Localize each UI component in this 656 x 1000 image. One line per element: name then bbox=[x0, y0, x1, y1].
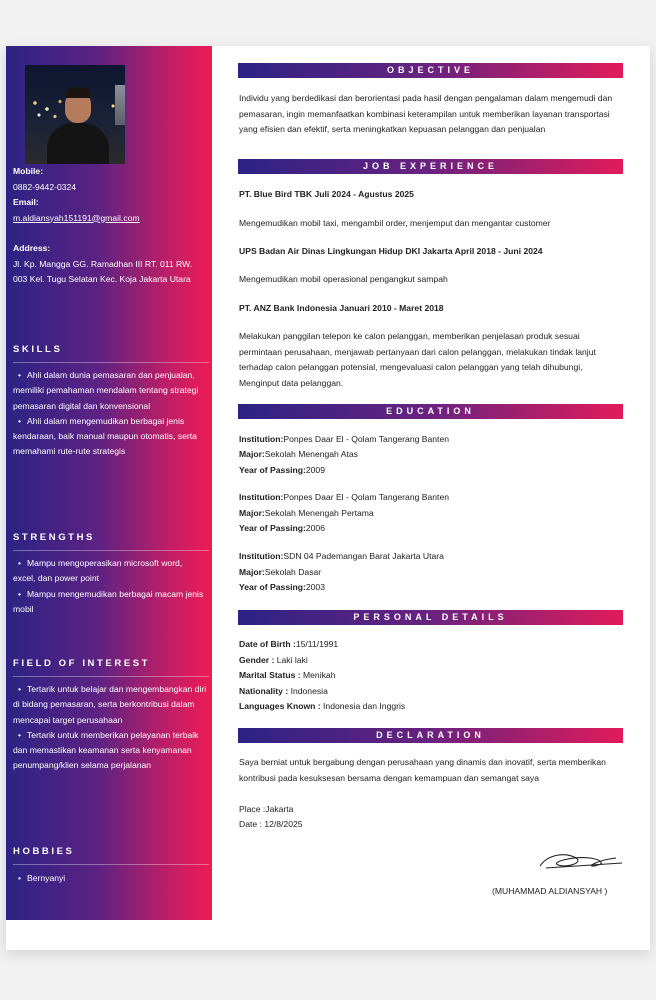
skills-list bbox=[13, 368, 207, 460]
personal-banner: PERSONAL DETAILS bbox=[238, 610, 623, 625]
strength-item: • Mampu mengoperasikan microsoft word, excel, dan power point bbox=[13, 556, 207, 587]
email-label: Email: bbox=[13, 197, 39, 207]
edu-year: Year of Passing:2006 bbox=[239, 523, 325, 533]
edu-institution: Institution:Ponpes Daar El - Qolam Tangerang Banten bbox=[239, 492, 449, 502]
nationality-row: Nationality : Indonesia bbox=[239, 686, 328, 696]
sidebar bbox=[6, 46, 212, 920]
edu-major: Major:Sekolah Menengah Pertama bbox=[239, 508, 374, 518]
strengths-list bbox=[13, 556, 207, 617]
hobby-item: • Bernyanyi bbox=[13, 871, 207, 886]
strengths-heading: STRENGTHS bbox=[13, 532, 95, 543]
gender-row: Gender : Laki laki bbox=[239, 655, 308, 665]
mobile-value: 0882-9442-0324 bbox=[13, 181, 77, 192]
job-description: Melakukan panggilan telepon ke calon pelanggan, memberikan penjelasan produk sesuai permintaan perusahaan, menjawab pertanyaan dari calon pelanggan, melakukan tindak lanjut terhadap calon pelanggan potensial, mengevaluasi calon pelanggan yang telah dihubungi, Menginput data pelanggan. bbox=[239, 331, 596, 388]
hobbies-heading: HOBBIES bbox=[13, 846, 75, 857]
experience-banner: JOB EXPERIENCE bbox=[238, 159, 623, 174]
skills-heading: SKILLS bbox=[13, 344, 63, 355]
skill-item: • Ahli dalam dunia pemasaran dan penjualan, memiliki pemahaman mendalam tentang strategi pemasaran digital dan konvensional bbox=[13, 368, 207, 414]
address-value: Jl. Kp. Mangga GG. Ramadhan III RT. 011 RW. 003 Kel. Tugu Selatan Kec. Koja Jakarta Utara bbox=[13, 258, 193, 284]
education-banner: EDUCATION bbox=[238, 404, 623, 419]
profile-photo bbox=[25, 65, 125, 164]
job-title: UPS Badan Air Dinas Lingkungan Hidup DKI Jakarta April 2018 - Juni 2024 bbox=[239, 246, 543, 256]
job-title: PT. Blue Bird TBK Juli 2024 - Agustus 2025 bbox=[239, 189, 414, 199]
job-title: PT. ANZ Bank Indonesia Januari 2010 - Maret 2018 bbox=[239, 303, 444, 313]
strength-item: • Mampu mengemudikan berbagai macam jenis mobil bbox=[13, 587, 207, 618]
declaration-date: Date : 12/8/2025 bbox=[239, 819, 303, 829]
interest-item: • Tertarik untuk belajar dan mengembangkan diri di bidang pemasaran, serta berkontribusi dalam mencapai target perusahaan bbox=[13, 682, 207, 728]
languages-row: Languages Known : Indonesia dan Inggris bbox=[239, 701, 406, 711]
interest-heading: FIELD OF INTEREST bbox=[13, 658, 151, 669]
email-link[interactable]: m.aldiansyah151191@gmail.com bbox=[13, 212, 140, 223]
address-label: Address: bbox=[13, 243, 51, 253]
contact-block bbox=[13, 164, 208, 226]
job-description: Mengemudikan mobil operasional pengangkut sampah bbox=[239, 274, 448, 284]
skill-item: • Ahli dalam mengemudikan berbagai jenis kendaraan, baik manual maupun otomatis, serta memahami rute-rute strategis bbox=[13, 414, 207, 460]
interest-item: • Tertarik untuk memberikan pelayanan terbaik dan memastikan keamanan serta kenyamanan penumpang/klien selama perjalanan bbox=[13, 728, 207, 774]
edu-year: Year of Passing:2003 bbox=[239, 582, 325, 592]
objective-banner: OBJECTIVE bbox=[238, 63, 623, 78]
skills-divider bbox=[13, 362, 209, 363]
declaration-place: Place :Jakarta bbox=[239, 804, 294, 814]
resume-page bbox=[6, 46, 650, 950]
edu-institution: Institution:Ponpes Daar El - Qolam Tangerang Banten bbox=[239, 434, 449, 444]
job-description: Mengemudikan mobil taxi, mengambil order, menjemput dan mengantar customer bbox=[239, 218, 551, 228]
signature-icon bbox=[536, 846, 626, 876]
interest-divider bbox=[13, 676, 209, 677]
marital-row: Marital Status : Menikah bbox=[239, 670, 336, 680]
signature-name: (MUHAMMAD ALDIANSYAH ) bbox=[492, 886, 608, 896]
address-block bbox=[13, 241, 205, 288]
edu-institution: Institution:SDN 04 Pademangan Barat Jakarta Utara bbox=[239, 551, 444, 561]
edu-year: Year of Passing:2009 bbox=[239, 465, 325, 475]
mobile-label: Mobile: bbox=[13, 166, 44, 176]
edu-major: Major:Sekolah Dasar bbox=[239, 567, 322, 577]
interest-list bbox=[13, 682, 207, 774]
declaration-banner: DECLARATION bbox=[238, 728, 623, 743]
hobbies-list bbox=[13, 871, 207, 886]
declaration-text: Saya berniat untuk bergabung dengan perusahaan yang dinamis dan inovatif, serta memberikan kontribusi pada kesuksesan bersama dengan kemampuan dan semangat saya bbox=[239, 757, 606, 783]
objective-text: Individu yang berdedikasi dan berorientasi pada hasil dengan pengalaman dalam mengemudi dan pemasaran, ingin memanfaatkan kombinasi keterampilan untuk memberikan layanan transportasi yang efisien dan efektif, serta meningkatkan kepuasan pelanggan dan penjualan bbox=[239, 93, 613, 135]
edu-major: Major:Sekolah Menengah Atas bbox=[239, 449, 358, 459]
dob-row: Date of Birth :15/11/1991 bbox=[239, 639, 339, 649]
hobbies-divider bbox=[13, 864, 209, 865]
strengths-divider bbox=[13, 550, 209, 551]
